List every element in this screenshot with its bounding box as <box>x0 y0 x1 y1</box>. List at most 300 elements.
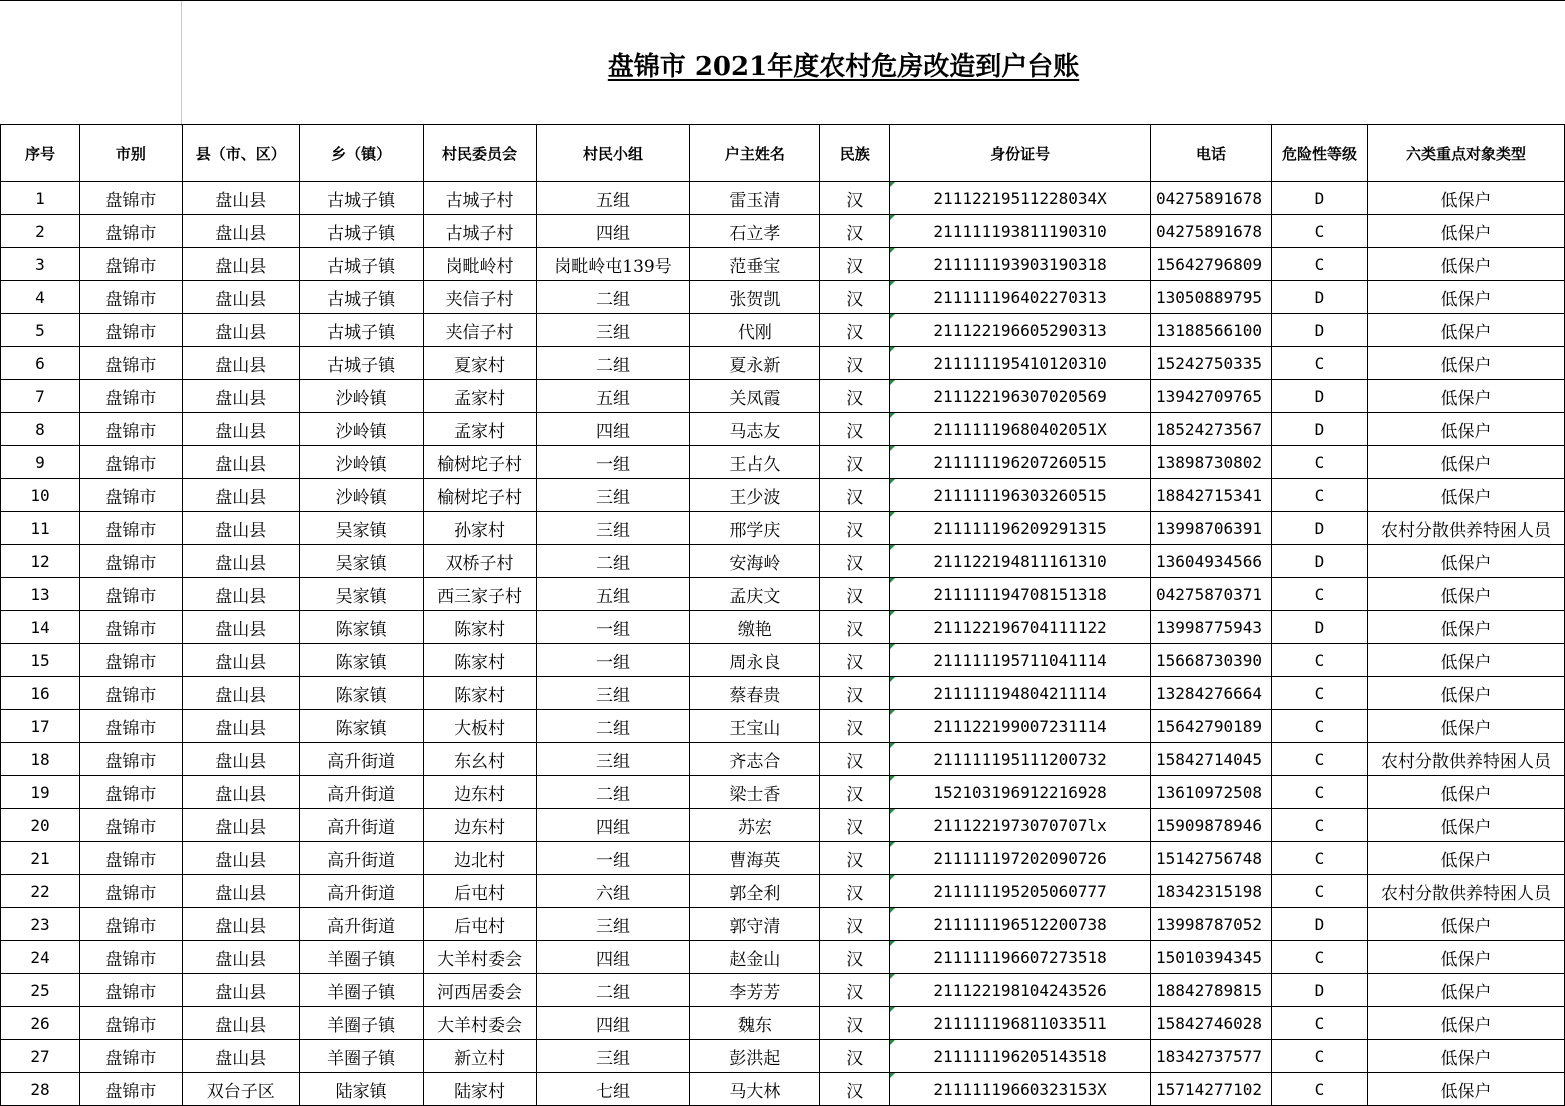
cell-ethnicity[interactable]: 汉 <box>820 611 890 644</box>
cell-id-number[interactable]: 211111197202090726 <box>890 842 1151 875</box>
cell-ethnicity[interactable]: 汉 <box>820 974 890 1007</box>
cell-phone[interactable]: 13998775943 <box>1151 611 1272 644</box>
cell-city[interactable]: 盘锦市 <box>79 644 182 677</box>
cell-ethnicity[interactable]: 汉 <box>820 776 890 809</box>
cell-town[interactable]: 古城子镇 <box>299 215 423 248</box>
cell-id-number[interactable]: 211122198104243526 <box>890 974 1151 1007</box>
cell-id-number[interactable]: 211122196307020569 <box>890 380 1151 413</box>
cell-village-group[interactable]: 一组 <box>536 644 690 677</box>
cell-phone[interactable]: 15714277102 <box>1151 1073 1272 1106</box>
cell-town[interactable]: 陈家镇 <box>299 644 423 677</box>
cell-village-committee[interactable]: 陈家村 <box>423 611 536 644</box>
cell-village-group[interactable]: 四组 <box>536 809 690 842</box>
cell-village-group[interactable]: 一组 <box>536 446 690 479</box>
cell-risk-level[interactable]: C <box>1272 1073 1368 1106</box>
cell-town[interactable]: 羊圈子镇 <box>299 1040 423 1073</box>
cell-priority-type[interactable]: 低保户 <box>1367 578 1564 611</box>
cell-county[interactable]: 盘山县 <box>182 875 299 908</box>
cell-risk-level[interactable]: D <box>1272 380 1368 413</box>
cell-village-group[interactable]: 五组 <box>536 182 690 215</box>
cell-seq[interactable]: 28 <box>1 1073 80 1106</box>
cell-ethnicity[interactable]: 汉 <box>820 578 890 611</box>
cell-seq[interactable]: 14 <box>1 611 80 644</box>
cell-priority-type[interactable]: 低保户 <box>1367 182 1564 215</box>
cell-priority-type[interactable]: 低保户 <box>1367 545 1564 578</box>
cell-priority-type[interactable]: 低保户 <box>1367 413 1564 446</box>
cell-ethnicity[interactable]: 汉 <box>820 380 890 413</box>
cell-ethnicity[interactable]: 汉 <box>820 809 890 842</box>
cell-risk-level[interactable]: D <box>1272 512 1368 545</box>
cell-risk-level[interactable]: C <box>1272 842 1368 875</box>
cell-householder-name[interactable]: 马志友 <box>690 413 820 446</box>
cell-risk-level[interactable]: C <box>1272 677 1368 710</box>
column-header-id-number[interactable]: 身份证号 <box>890 125 1151 182</box>
cell-city[interactable]: 盘锦市 <box>79 611 182 644</box>
cell-householder-name[interactable]: 梁士香 <box>690 776 820 809</box>
cell-householder-name[interactable]: 张贺凯 <box>690 281 820 314</box>
cell-village-group[interactable]: 三组 <box>536 677 690 710</box>
cell-phone[interactable]: 15842714045 <box>1151 743 1272 776</box>
column-header-town[interactable]: 乡（镇） <box>299 125 423 182</box>
cell-village-group[interactable]: 五组 <box>536 380 690 413</box>
cell-risk-level[interactable]: D <box>1272 182 1368 215</box>
cell-ethnicity[interactable]: 汉 <box>820 347 890 380</box>
cell-county[interactable]: 盘山县 <box>182 248 299 281</box>
cell-county[interactable]: 盘山县 <box>182 380 299 413</box>
cell-village-committee[interactable]: 夹信子村 <box>423 281 536 314</box>
cell-phone[interactable]: 15842746028 <box>1151 1007 1272 1040</box>
cell-seq[interactable]: 6 <box>1 347 80 380</box>
cell-county[interactable]: 盘山县 <box>182 743 299 776</box>
cell-seq[interactable]: 19 <box>1 776 80 809</box>
cell-village-group[interactable]: 二组 <box>536 545 690 578</box>
cell-city[interactable]: 盘锦市 <box>79 842 182 875</box>
cell-county[interactable]: 盘山县 <box>182 512 299 545</box>
cell-seq[interactable]: 13 <box>1 578 80 611</box>
cell-village-group[interactable]: 六组 <box>536 875 690 908</box>
cell-village-committee[interactable]: 陈家村 <box>423 644 536 677</box>
cell-ethnicity[interactable]: 汉 <box>820 446 890 479</box>
cell-phone[interactable]: 18842715341 <box>1151 479 1272 512</box>
cell-id-number[interactable]: 211111193903190318 <box>890 248 1151 281</box>
cell-risk-level[interactable]: C <box>1272 1007 1368 1040</box>
cell-county[interactable]: 盘山县 <box>182 941 299 974</box>
cell-risk-level[interactable]: C <box>1272 248 1368 281</box>
cell-city[interactable]: 盘锦市 <box>79 941 182 974</box>
cell-priority-type[interactable]: 低保户 <box>1367 611 1564 644</box>
cell-risk-level[interactable]: C <box>1272 941 1368 974</box>
cell-city[interactable]: 盘锦市 <box>79 380 182 413</box>
cell-town[interactable]: 古城子镇 <box>299 248 423 281</box>
cell-priority-type[interactable]: 低保户 <box>1367 314 1564 347</box>
cell-householder-name[interactable]: 夏永新 <box>690 347 820 380</box>
cell-town[interactable]: 羊圈子镇 <box>299 974 423 1007</box>
cell-ethnicity[interactable]: 汉 <box>820 413 890 446</box>
cell-risk-level[interactable]: D <box>1272 908 1368 941</box>
cell-risk-level[interactable]: C <box>1272 875 1368 908</box>
cell-city[interactable]: 盘锦市 <box>79 578 182 611</box>
cell-risk-level[interactable]: D <box>1272 974 1368 1007</box>
cell-ethnicity[interactable]: 汉 <box>820 1040 890 1073</box>
cell-village-committee[interactable]: 夏家村 <box>423 347 536 380</box>
cell-seq[interactable]: 5 <box>1 314 80 347</box>
cell-seq[interactable]: 16 <box>1 677 80 710</box>
cell-risk-level[interactable]: C <box>1272 446 1368 479</box>
cell-city[interactable]: 盘锦市 <box>79 215 182 248</box>
cell-city[interactable]: 盘锦市 <box>79 512 182 545</box>
cell-village-group[interactable]: 四组 <box>536 413 690 446</box>
cell-village-committee[interactable]: 夹信子村 <box>423 314 536 347</box>
cell-village-committee[interactable]: 边东村 <box>423 809 536 842</box>
cell-ethnicity[interactable]: 汉 <box>820 941 890 974</box>
cell-priority-type[interactable]: 低保户 <box>1367 644 1564 677</box>
cell-ethnicity[interactable]: 汉 <box>820 1073 890 1106</box>
cell-id-number[interactable]: 211111194708151318 <box>890 578 1151 611</box>
cell-county[interactable]: 盘山县 <box>182 776 299 809</box>
cell-phone[interactable]: 18342737577 <box>1151 1040 1272 1073</box>
cell-seq[interactable]: 21 <box>1 842 80 875</box>
cell-priority-type[interactable]: 低保户 <box>1367 1007 1564 1040</box>
cell-householder-name[interactable]: 郭全利 <box>690 875 820 908</box>
cell-town[interactable]: 高升街道 <box>299 908 423 941</box>
cell-town[interactable]: 古城子镇 <box>299 281 423 314</box>
cell-ethnicity[interactable]: 汉 <box>820 842 890 875</box>
cell-seq[interactable]: 11 <box>1 512 80 545</box>
cell-village-group[interactable]: 三组 <box>536 743 690 776</box>
cell-county[interactable]: 盘山县 <box>182 413 299 446</box>
cell-village-committee[interactable]: 岗毗岭村 <box>423 248 536 281</box>
cell-phone[interactable]: 13050889795 <box>1151 281 1272 314</box>
cell-priority-type[interactable]: 低保户 <box>1367 809 1564 842</box>
cell-householder-name[interactable]: 曹海英 <box>690 842 820 875</box>
cell-ethnicity[interactable]: 汉 <box>820 182 890 215</box>
cell-village-committee[interactable]: 双桥子村 <box>423 545 536 578</box>
cell-city[interactable]: 盘锦市 <box>79 776 182 809</box>
cell-phone[interactable]: 18842789815 <box>1151 974 1272 1007</box>
cell-seq[interactable]: 23 <box>1 908 80 941</box>
cell-householder-name[interactable]: 苏宏 <box>690 809 820 842</box>
cell-ethnicity[interactable]: 汉 <box>820 215 890 248</box>
sheet-title-cell[interactable] <box>182 1 1565 126</box>
cell-id-number[interactable]: 21112219511228034X <box>890 182 1151 215</box>
cell-city[interactable]: 盘锦市 <box>79 182 182 215</box>
cell-village-group[interactable]: 三组 <box>536 314 690 347</box>
cell-phone[interactable]: 15242750335 <box>1151 347 1272 380</box>
cell-town[interactable]: 陈家镇 <box>299 710 423 743</box>
cell-county[interactable]: 盘山县 <box>182 1040 299 1073</box>
cell-village-committee[interactable]: 后屯村 <box>423 875 536 908</box>
cell-householder-name[interactable]: 周永良 <box>690 644 820 677</box>
cell-city[interactable]: 盘锦市 <box>79 1007 182 1040</box>
cell-priority-type[interactable]: 低保户 <box>1367 215 1564 248</box>
cell-village-group[interactable]: 三组 <box>536 479 690 512</box>
cell-village-group[interactable]: 四组 <box>536 941 690 974</box>
cell-id-number[interactable]: 211122194811161310 <box>890 545 1151 578</box>
cell-risk-level[interactable]: D <box>1272 281 1368 314</box>
cell-county[interactable]: 盘山县 <box>182 710 299 743</box>
cell-village-committee[interactable]: 古城子村 <box>423 182 536 215</box>
cell-seq[interactable]: 8 <box>1 413 80 446</box>
cell-city[interactable]: 盘锦市 <box>79 248 182 281</box>
cell-householder-name[interactable]: 李芳芳 <box>690 974 820 1007</box>
column-header-phone[interactable]: 电话 <box>1151 125 1272 182</box>
cell-village-committee[interactable]: 大羊村委会 <box>423 1007 536 1040</box>
cell-village-committee[interactable]: 西三家子村 <box>423 578 536 611</box>
cell-town[interactable]: 羊圈子镇 <box>299 1007 423 1040</box>
cell-risk-level[interactable]: C <box>1272 776 1368 809</box>
cell-county[interactable]: 盘山县 <box>182 347 299 380</box>
cell-town[interactable]: 高升街道 <box>299 875 423 908</box>
cell-risk-level[interactable]: C <box>1272 1040 1368 1073</box>
cell-seq[interactable]: 4 <box>1 281 80 314</box>
cell-ethnicity[interactable]: 汉 <box>820 512 890 545</box>
cell-city[interactable]: 盘锦市 <box>79 413 182 446</box>
cell-city[interactable]: 盘锦市 <box>79 314 182 347</box>
cell-id-number[interactable]: 211122196605290313 <box>890 314 1151 347</box>
cell-phone[interactable]: 13610972508 <box>1151 776 1272 809</box>
cell-risk-level[interactable]: C <box>1272 809 1368 842</box>
cell-county[interactable]: 盘山县 <box>182 842 299 875</box>
cell-town[interactable]: 古城子镇 <box>299 347 423 380</box>
column-header-householder-name[interactable]: 户主姓名 <box>690 125 820 182</box>
cell-priority-type[interactable]: 低保户 <box>1367 776 1564 809</box>
cell-ethnicity[interactable]: 汉 <box>820 479 890 512</box>
cell-phone[interactable]: 15010394345 <box>1151 941 1272 974</box>
column-header-priority-type[interactable]: 六类重点对象类型 <box>1367 125 1564 182</box>
cell-village-committee[interactable]: 大板村 <box>423 710 536 743</box>
cell-id-number[interactable]: 211111196811033511 <box>890 1007 1151 1040</box>
column-header-risk-level[interactable]: 危险性等级 <box>1272 125 1368 182</box>
cell-risk-level[interactable]: D <box>1272 545 1368 578</box>
cell-phone[interactable]: 18342315198 <box>1151 875 1272 908</box>
cell-householder-name[interactable]: 邢学庆 <box>690 512 820 545</box>
cell-town[interactable]: 高升街道 <box>299 743 423 776</box>
cell-village-group[interactable]: 三组 <box>536 1040 690 1073</box>
cell-city[interactable]: 盘锦市 <box>79 710 182 743</box>
cell-county[interactable]: 盘山县 <box>182 611 299 644</box>
cell-priority-type[interactable]: 低保户 <box>1367 248 1564 281</box>
cell-town[interactable]: 古城子镇 <box>299 182 423 215</box>
cell-county[interactable]: 盘山县 <box>182 809 299 842</box>
cell-id-number[interactable]: 211111196607273518 <box>890 941 1151 974</box>
cell-county[interactable]: 盘山县 <box>182 908 299 941</box>
cell-village-group[interactable]: 三组 <box>536 512 690 545</box>
cell-city[interactable]: 盘锦市 <box>79 677 182 710</box>
cell-seq[interactable]: 9 <box>1 446 80 479</box>
cell-city[interactable]: 盘锦市 <box>79 446 182 479</box>
cell-village-committee[interactable]: 大羊村委会 <box>423 941 536 974</box>
cell-county[interactable]: 盘山县 <box>182 1007 299 1040</box>
cell-town[interactable]: 吴家镇 <box>299 578 423 611</box>
cell-priority-type[interactable]: 低保户 <box>1367 446 1564 479</box>
cell-id-number[interactable]: 21111119660323153X <box>890 1073 1151 1106</box>
cell-city[interactable]: 盘锦市 <box>79 809 182 842</box>
cell-id-number[interactable]: 152103196912216928 <box>890 776 1151 809</box>
cell-town[interactable]: 高升街道 <box>299 776 423 809</box>
cell-town[interactable]: 沙岭镇 <box>299 380 423 413</box>
cell-village-group[interactable]: 七组 <box>536 1073 690 1106</box>
cell-phone[interactable]: 15668730390 <box>1151 644 1272 677</box>
cell-seq[interactable]: 22 <box>1 875 80 908</box>
cell-village-committee[interactable]: 孟家村 <box>423 380 536 413</box>
cell-householder-name[interactable]: 安海岭 <box>690 545 820 578</box>
cell-village-group[interactable]: 四组 <box>536 1007 690 1040</box>
cell-id-number[interactable]: 211111196512200738 <box>890 908 1151 941</box>
cell-phone[interactable]: 13898730802 <box>1151 446 1272 479</box>
cell-priority-type[interactable]: 低保户 <box>1367 941 1564 974</box>
cell-householder-name[interactable]: 雷玉清 <box>690 182 820 215</box>
cell-phone[interactable]: 13284276664 <box>1151 677 1272 710</box>
cell-phone[interactable]: 13604934566 <box>1151 545 1272 578</box>
cell-county[interactable]: 盘山县 <box>182 215 299 248</box>
cell-county[interactable]: 盘山县 <box>182 677 299 710</box>
cell-ethnicity[interactable]: 汉 <box>820 644 890 677</box>
cell-seq[interactable]: 7 <box>1 380 80 413</box>
cell-county[interactable]: 盘山县 <box>182 182 299 215</box>
cell-householder-name[interactable]: 代刚 <box>690 314 820 347</box>
cell-town[interactable]: 陈家镇 <box>299 677 423 710</box>
cell-seq[interactable]: 2 <box>1 215 80 248</box>
cell-householder-name[interactable]: 马大林 <box>690 1073 820 1106</box>
cell-phone[interactable]: 15642790189 <box>1151 710 1272 743</box>
cell-seq[interactable]: 25 <box>1 974 80 1007</box>
cell-priority-type[interactable]: 低保户 <box>1367 842 1564 875</box>
cell-town[interactable]: 羊圈子镇 <box>299 941 423 974</box>
cell-id-number[interactable]: 211111194804211114 <box>890 677 1151 710</box>
cell-village-committee[interactable]: 河西居委会 <box>423 974 536 1007</box>
cell-priority-type[interactable]: 低保户 <box>1367 1073 1564 1106</box>
cell-village-group[interactable]: 二组 <box>536 776 690 809</box>
cell-householder-name[interactable]: 王宝山 <box>690 710 820 743</box>
cell-county[interactable]: 盘山县 <box>182 578 299 611</box>
cell-risk-level[interactable]: C <box>1272 578 1368 611</box>
cell-town[interactable]: 沙岭镇 <box>299 413 423 446</box>
cell-village-group[interactable]: 二组 <box>536 281 690 314</box>
cell-householder-name[interactable]: 齐志合 <box>690 743 820 776</box>
cell-town[interactable]: 沙岭镇 <box>299 479 423 512</box>
cell-phone[interactable]: 15642796809 <box>1151 248 1272 281</box>
cell-id-number[interactable]: 211111196205143518 <box>890 1040 1151 1073</box>
cell-phone[interactable]: 13998706391 <box>1151 512 1272 545</box>
cell-city[interactable]: 盘锦市 <box>79 479 182 512</box>
cell-seq[interactable]: 3 <box>1 248 80 281</box>
cell-id-number[interactable]: 211111195410120310 <box>890 347 1151 380</box>
cell-id-number[interactable]: 211111196209291315 <box>890 512 1151 545</box>
cell-ethnicity[interactable]: 汉 <box>820 875 890 908</box>
cell-priority-type[interactable]: 农村分散供养特困人员 <box>1367 875 1564 908</box>
cell-village-group[interactable]: 二组 <box>536 347 690 380</box>
column-header-city[interactable]: 市别 <box>79 125 182 182</box>
cell-priority-type[interactable]: 低保户 <box>1367 974 1564 1007</box>
cell-county[interactable]: 盘山县 <box>182 479 299 512</box>
cell-seq[interactable]: 17 <box>1 710 80 743</box>
cell-phone[interactable]: 04275870371 <box>1151 578 1272 611</box>
cell-county[interactable]: 双台子区 <box>182 1073 299 1106</box>
cell-householder-name[interactable]: 蔡春贵 <box>690 677 820 710</box>
cell-priority-type[interactable]: 低保户 <box>1367 710 1564 743</box>
cell-town[interactable]: 吴家镇 <box>299 512 423 545</box>
cell-town[interactable]: 古城子镇 <box>299 314 423 347</box>
cell-city[interactable]: 盘锦市 <box>79 743 182 776</box>
cell-city[interactable]: 盘锦市 <box>79 281 182 314</box>
cell-seq[interactable]: 27 <box>1 1040 80 1073</box>
cell-village-group[interactable]: 一组 <box>536 842 690 875</box>
column-header-village-committee[interactable]: 村民委员会 <box>423 125 536 182</box>
cell-seq[interactable]: 10 <box>1 479 80 512</box>
cell-village-committee[interactable]: 边东村 <box>423 776 536 809</box>
column-header-ethnicity[interactable]: 民族 <box>820 125 890 182</box>
cell-town[interactable]: 沙岭镇 <box>299 446 423 479</box>
cell-id-number[interactable]: 211111195111200732 <box>890 743 1151 776</box>
cell-priority-type[interactable]: 低保户 <box>1367 281 1564 314</box>
cell-risk-level[interactable]: C <box>1272 644 1368 677</box>
cell-seq[interactable]: 1 <box>1 182 80 215</box>
cell-city[interactable]: 盘锦市 <box>79 347 182 380</box>
cell-ethnicity[interactable]: 汉 <box>820 248 890 281</box>
cell-village-committee[interactable]: 陈家村 <box>423 677 536 710</box>
cell-village-group[interactable]: 岗毗岭屯139号 <box>536 248 690 281</box>
cell-id-number[interactable]: 211111195711041114 <box>890 644 1151 677</box>
cell-priority-type[interactable]: 低保户 <box>1367 479 1564 512</box>
cell-ethnicity[interactable]: 汉 <box>820 314 890 347</box>
cell-householder-name[interactable]: 郭守清 <box>690 908 820 941</box>
cell-county[interactable]: 盘山县 <box>182 644 299 677</box>
cell-city[interactable]: 盘锦市 <box>79 974 182 1007</box>
cell-risk-level[interactable]: C <box>1272 710 1368 743</box>
cell-phone[interactable]: 15909878946 <box>1151 809 1272 842</box>
cell-city[interactable]: 盘锦市 <box>79 908 182 941</box>
column-header-seq[interactable]: 序号 <box>1 125 80 182</box>
cell-village-committee[interactable]: 孟家村 <box>423 413 536 446</box>
cell-id-number[interactable]: 211122199007231114 <box>890 710 1151 743</box>
cell-county[interactable]: 盘山县 <box>182 314 299 347</box>
cell-householder-name[interactable]: 关凤霞 <box>690 380 820 413</box>
cell-ethnicity[interactable]: 汉 <box>820 545 890 578</box>
cell-ethnicity[interactable]: 汉 <box>820 908 890 941</box>
cell-id-number[interactable]: 2111221973070707lx <box>890 809 1151 842</box>
cell-id-number[interactable]: 211122196704111122 <box>890 611 1151 644</box>
cell-householder-name[interactable]: 王占久 <box>690 446 820 479</box>
cell-village-committee[interactable]: 东幺村 <box>423 743 536 776</box>
cell-priority-type[interactable]: 农村分散供养特困人员 <box>1367 512 1564 545</box>
cell-city[interactable]: 盘锦市 <box>79 1073 182 1106</box>
cell-risk-level[interactable]: C <box>1272 347 1368 380</box>
cell-city[interactable]: 盘锦市 <box>79 545 182 578</box>
cell-city[interactable]: 盘锦市 <box>79 875 182 908</box>
cell-village-committee[interactable]: 后屯村 <box>423 908 536 941</box>
cell-id-number[interactable]: 211111196207260515 <box>890 446 1151 479</box>
cell-town[interactable]: 陆家镇 <box>299 1073 423 1106</box>
cell-ethnicity[interactable]: 汉 <box>820 677 890 710</box>
cell-id-number[interactable]: 211111193811190310 <box>890 215 1151 248</box>
cell-town[interactable]: 高升街道 <box>299 809 423 842</box>
cell-id-number[interactable]: 21111119680402051X <box>890 413 1151 446</box>
cell-id-number[interactable]: 211111196402270313 <box>890 281 1151 314</box>
cell-village-committee[interactable]: 榆树坨子村 <box>423 446 536 479</box>
cell-phone[interactable]: 04275891678 <box>1151 182 1272 215</box>
cell-town[interactable]: 高升街道 <box>299 842 423 875</box>
cell-phone[interactable]: 13188566100 <box>1151 314 1272 347</box>
cell-householder-name[interactable]: 石立孝 <box>690 215 820 248</box>
cell-village-group[interactable]: 二组 <box>536 974 690 1007</box>
cell-risk-level[interactable]: C <box>1272 215 1368 248</box>
cell-seq[interactable]: 26 <box>1 1007 80 1040</box>
cell-phone[interactable]: 13942709765 <box>1151 380 1272 413</box>
cell-seq[interactable]: 12 <box>1 545 80 578</box>
cell-priority-type[interactable]: 农村分散供养特困人员 <box>1367 743 1564 776</box>
cell-risk-level[interactable]: D <box>1272 611 1368 644</box>
cell-ethnicity[interactable]: 汉 <box>820 281 890 314</box>
